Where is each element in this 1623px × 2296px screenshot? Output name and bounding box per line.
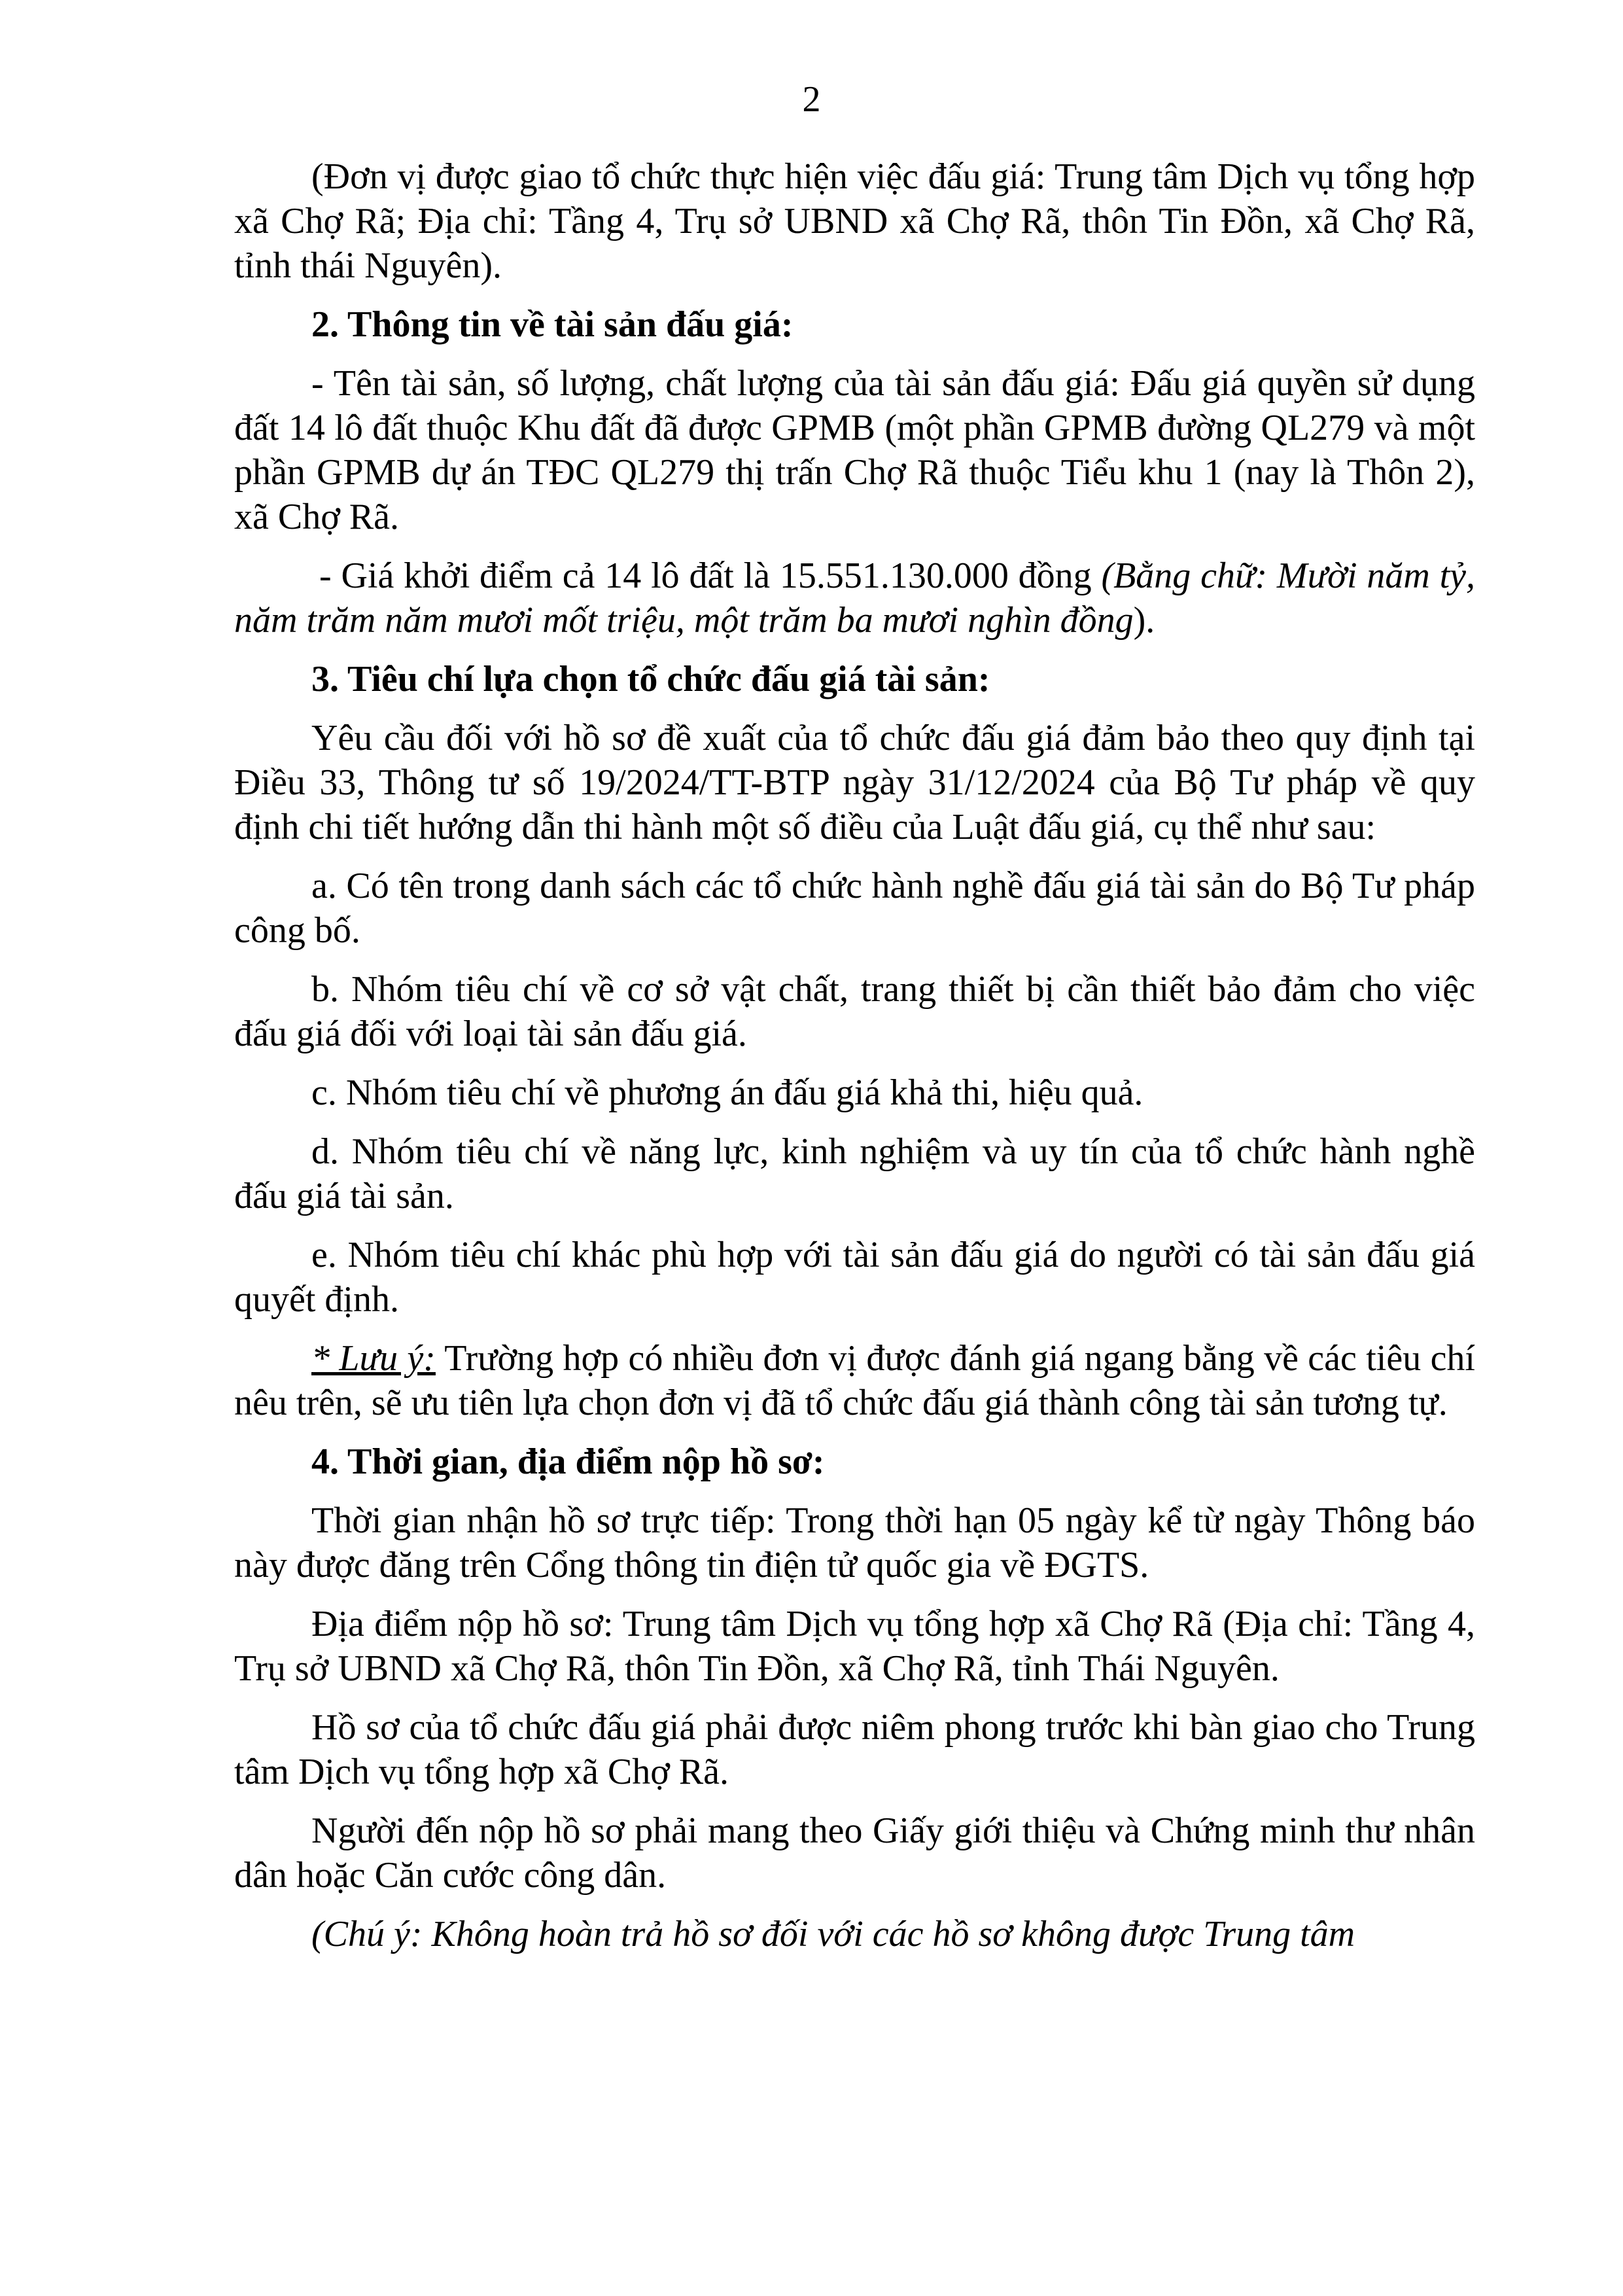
note-text: Trường hợp có nhiều đơn vị được đánh giá ngang bằng về các tiêu chí nêu trên, sẽ ưu tiên lựa chọn đơn vị đã tổ chức đấu giá thành công tài sản tương tự. (234, 1338, 1475, 1423)
starting-price-text: - Giá khởi điểm cả 14 lô đất là 15.551.130.000 đồng (319, 556, 1102, 596)
remark-paragraph (234, 1912, 1475, 1956)
criterion-b: b. Nhóm tiêu chí về cơ sở vật chất, trang thiết bị cần thiết bảo đảm cho việc đấu giá đối với loại tài sản đấu giá. (234, 969, 1475, 1054)
criterion-d: d. Nhóm tiêu chí về năng lực, kinh nghiệm và uy tín của tổ chức hành nghề đấu giá tài sản. (234, 1131, 1475, 1216)
page-number: 2 (802, 79, 821, 120)
document-body (234, 154, 1475, 1956)
starting-price-paragraph (234, 554, 1475, 643)
section-2-heading: 2. Thông tin về tài sản đấu giá: (311, 304, 794, 345)
criterion-e: e. Nhóm tiêu chí khác phù hợp với tài sản đấu giá do người có tài sản đấu giá quyết định. (234, 1235, 1475, 1320)
remark-text: (Chú ý: Không hoàn trả hồ sơ đối với các hồ sơ không được Trung tâm (311, 1914, 1355, 1954)
criteria-intro-paragraph: Yêu cầu đối với hồ sơ đề xuất của tổ chức đấu giá đảm bảo theo quy định tại Điều 33, Thông tư số 19/2024/TT-BTP ngày 31/12/2024 của Bộ Tư pháp về quy định chi tiết hướng dẫn thi hành một số điều của Luật đấu giá, cụ thể như sau: (234, 718, 1475, 847)
starting-price-in-words: (Bằng chữ: Mười năm tỷ, năm trăm năm mươi mốt triệu, một trăm ba mươi nghìn đồng (234, 556, 1475, 641)
section-3-heading: 3. Tiêu chí lựa chọn tổ chức đấu giá tài sản: (311, 659, 990, 699)
sealed-dossier-paragraph: Hồ sơ của tổ chức đấu giá phải được niêm phong trước khi bàn giao cho Trung tâm Dịch vụ tổng hợp xã Chợ Rã. (234, 1707, 1475, 1792)
submission-time-paragraph: Thời gian nhận hồ sơ trực tiếp: Trong thời hạn 05 ngày kể từ ngày Thông báo này được đăng trên Cổng thông tin điện tử quốc gia về ĐGTS. (234, 1500, 1475, 1585)
submission-place-paragraph: Địa điểm nộp hồ sơ: Trung tâm Dịch vụ tổng hợp xã Chợ Rã (Địa chỉ: Tầng 4, Trụ sở UBND xã Chợ Rã, thôn Tin Đồn, xã Chợ Rã, tỉnh Thái Nguyên. (234, 1604, 1475, 1689)
section-4-heading: 4. Thời gian, địa điểm nộp hồ sơ: (311, 1441, 825, 1482)
note-label: * Lưu ý: (311, 1338, 436, 1379)
note-paragraph (234, 1336, 1475, 1425)
required-documents-paragraph: Người đến nộp hồ sơ phải mang theo Giấy giới thiệu và Chứng minh thư nhân dân hoặc Căn cước công dân. (234, 1810, 1475, 1896)
starting-price-suffix: ). (1133, 600, 1155, 641)
intro-paragraph: (Đơn vị được giao tổ chức thực hiện việc đấu giá: Trung tâm Dịch vụ tổng hợp xã Chợ Rã; Địa chỉ: Tầng 4, Trụ sở UBND xã Chợ Rã, thôn Tin Đồn, xã Chợ Rã, tỉnh thái Nguyên). (234, 156, 1475, 286)
criterion-c: c. Nhóm tiêu chí về phương án đấu giá khả thi, hiệu quả. (311, 1072, 1143, 1113)
criterion-a: a. Có tên trong danh sách các tổ chức hành nghề đấu giá tài sản do Bộ Tư pháp công bố. (234, 866, 1475, 951)
asset-info-paragraph: - Tên tài sản, số lượng, chất lượng của tài sản đấu giá: Đấu giá quyền sử dụng đất 14 lô đất thuộc Khu đất đã được GPMB (một phần GPMB đường QL279 và một phần GPMB dự án TĐC QL279 thị trấn Chợ Rã thuộc Tiểu khu 1 (nay là Thôn 2), xã Chợ Rã. (234, 363, 1475, 537)
